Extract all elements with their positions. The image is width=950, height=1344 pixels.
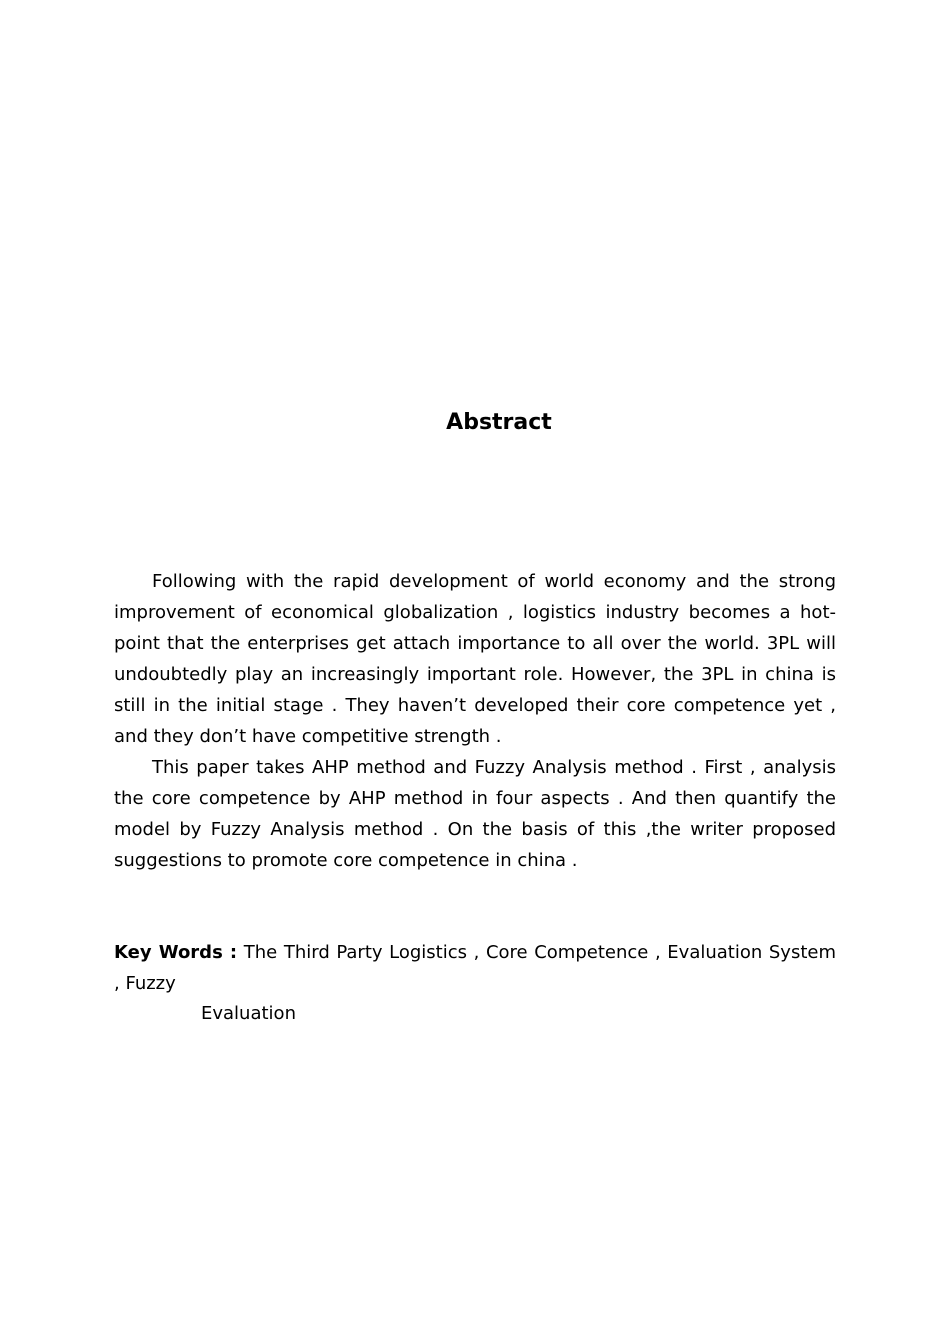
keywords-line [114, 937, 836, 999]
keywords-text: The Third Party Logistics , Core Competence , Evaluation System , Fuzzy [114, 942, 836, 994]
abstract-paragraph-1: Following with the rapid development of world economy and the strong improvement of economical globalization , logistics industry becomes a hot-point that the enterprises get attach importance to all over the world. 3PL will undoubtedly play an increasingly important role. However, the 3PL in china is still in the initial stage . They haven’t developed their core competence yet , and they don’t have competitive strength . [114, 571, 836, 747]
keywords-continuation: Evaluation [201, 1003, 296, 1024]
abstract-body [114, 566, 836, 876]
abstract-paragraph-2: This paper takes AHP method and Fuzzy Analysis method . First , analysis the core competence by AHP method in four aspects . And then quantify the model by Fuzzy Analysis method . On the basis of this ,the writer proposed suggestions to promote core competence in china . [114, 757, 836, 871]
keywords-label: Key Words : [114, 942, 238, 963]
abstract-title: Abstract [446, 410, 552, 435]
